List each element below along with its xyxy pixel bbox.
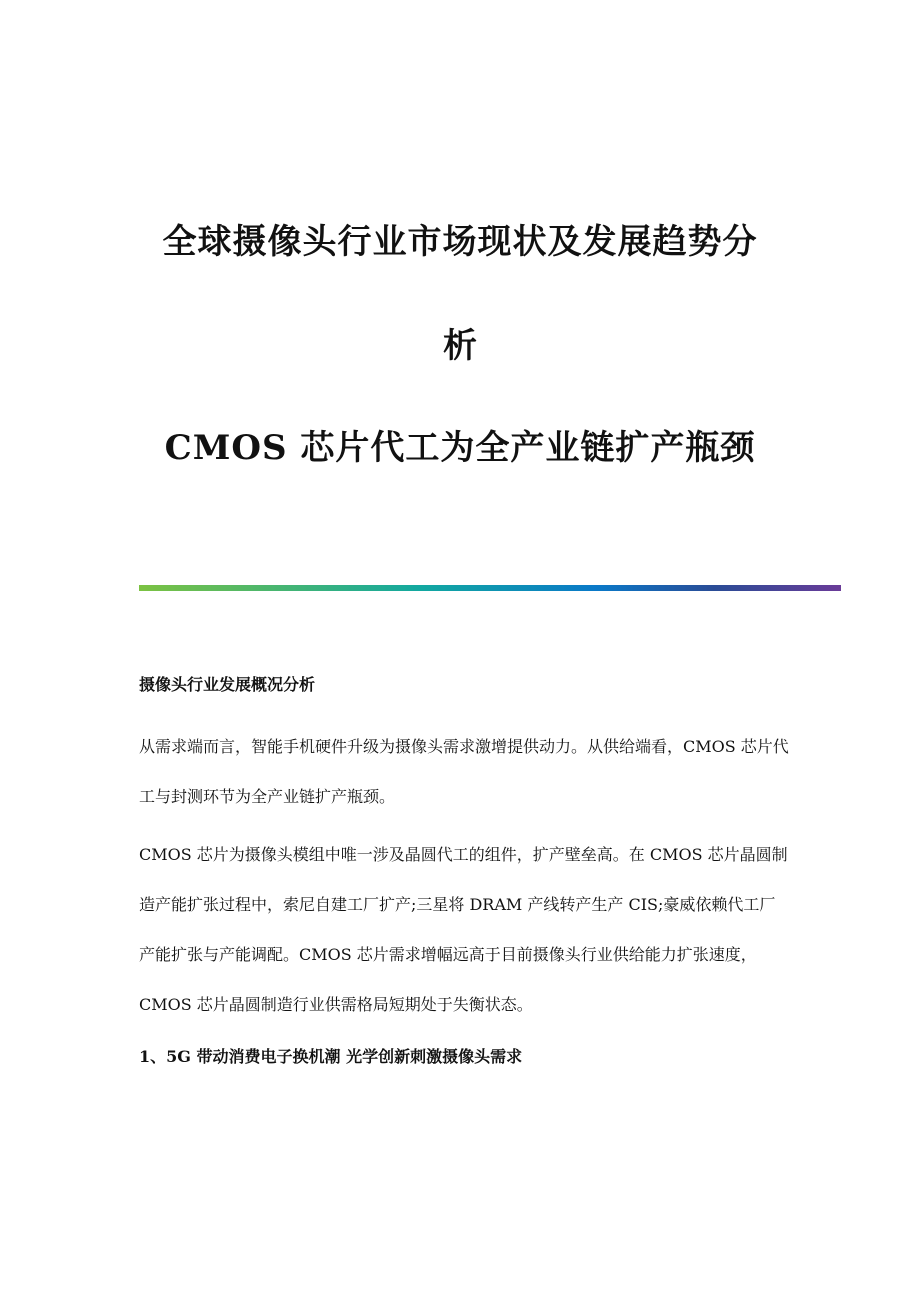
document-title-line-1: 全球摄像头行业市场现状及发展趋势分 [162, 222, 758, 262]
paragraph-2: CMOS 芯片为摄像头模组中唯一涉及晶圆代工的组件，扩产壁垒高。在 CMOS 芯片晶圆制造产能扩张过程中，索尼自建工厂扩产;三星将 DRAM 产线转产生产 CIS;豪威依赖代工厂产能扩张与产能调配。CMOS 芯片需求增幅远高于目前摄像头行业供给能力扩张速度，CMOS 芯片晶圆制造行业供需格局短期处于失衡状态。 [139, 845, 788, 1014]
paragraph-1: 从需求端而言，智能手机硬件升级为摄像头需求激增提供动力。从供给端看，CMOS 芯片代工与封测环节为全产业链扩产瓶颈。 [139, 737, 789, 806]
document-title-line-2: 析 [443, 326, 477, 366]
subsection-heading: 1、5G 带动消费电子换机潮 光学创新刺激摄像头需求 [139, 1047, 523, 1066]
section-heading: 摄像头行业发展概况分析 [139, 675, 316, 694]
gradient-divider [139, 585, 841, 591]
document-body [139, 672, 789, 1070]
document-subtitle: CMOS 芯片代工为全产业链扩产瓶颈 [164, 428, 756, 468]
